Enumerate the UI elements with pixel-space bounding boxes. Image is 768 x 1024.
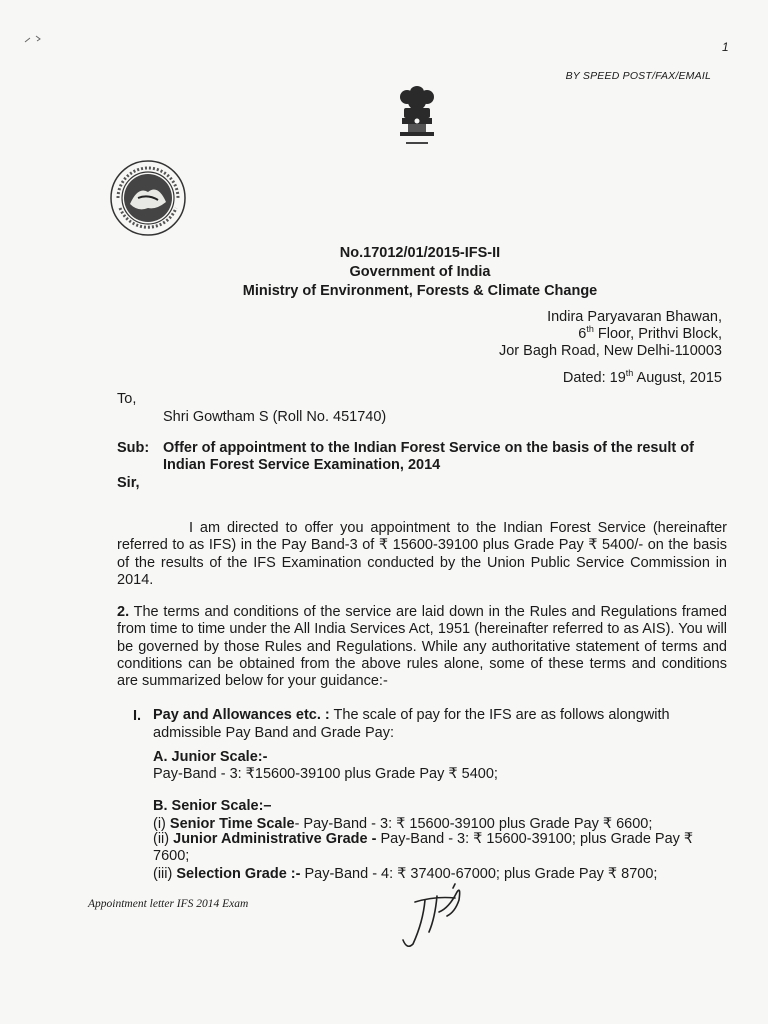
junior-administrative-grade: (ii) Junior Administrative Grade - Pay-Band - 3: ₹ 15600-39100; plus Grade Pay ₹ 7600;: [153, 831, 694, 864]
signature-icon: [395, 882, 475, 952]
subject-text: Offer of appointment to the Indian Forest Service on the basis of the result of Indian Forest Service Examination, 2014: [163, 440, 694, 473]
address-line-1: Indira Paryavaran Bhawan,: [547, 309, 722, 325]
reference-number: No.17012/01/2015-IFS-II: [339, 245, 501, 261]
selection-grade: (iii) Selection Grade :- Pay-Band - 4: ₹ 37400-67000; plus Grade Pay ₹ 8700;: [153, 866, 658, 882]
national-emblem-icon: [390, 82, 444, 152]
item-1-number: I.: [133, 708, 142, 724]
office-address: [499, 309, 722, 360]
paragraph-1: I am directed to offer you appointment to the Indian Forest Service (hereinafter referred to as IFS) in the Pay Band-3 of ₹ 15600-39100 plus Grade Pay ₹ 5400/- on the basis of the results of the IFS Examination conducted by the Union Public Service Commission in 2014.: [117, 520, 727, 588]
page-number: 1: [722, 40, 729, 54]
letter-date: Dated: 19th August, 2015: [562, 368, 722, 386]
senior-time-scale: (i) Senior Time Scale- Pay-Band - 3: ₹ 15600-39100 plus Grade Pay ₹ 6600;: [153, 816, 653, 832]
addressee: Shri Gowtham S (Roll No. 451740): [163, 409, 387, 425]
junior-scale-heading: A. Junior Scale:-: [153, 749, 268, 765]
government-name: Government of India: [349, 264, 491, 280]
salutation: Sir,: [117, 475, 140, 491]
paragraph-2: [117, 604, 727, 690]
stray-mark: [22, 32, 48, 46]
ministry-name: Ministry of Environment, Forests & Climate Change: [242, 283, 598, 299]
to-label: To,: [117, 391, 137, 407]
senior-scale-heading: B. Senior Scale:–: [153, 798, 272, 814]
paragraph-2-number: 2.: [117, 604, 130, 620]
subject-label: Sub:: [117, 440, 150, 456]
letter-header: [0, 244, 768, 301]
address-line-3: Jor Bagh Road, New Delhi-110003: [498, 343, 722, 359]
address-line-2: 6th Floor, Prithvi Block,: [578, 324, 722, 342]
ministry-seal-icon: [108, 158, 188, 238]
footer-note: Appointment letter IFS 2014 Exam: [88, 898, 249, 910]
junior-scale-pay: Pay-Band - 3: ₹15600-39100 plus Grade Pay ₹ 5400;: [153, 766, 498, 782]
item-1-pay-allowances: Pay and Allowances etc. : The scale of pay for the IFS are as follows alongwith admissible Pay Band and Grade Pay:: [153, 707, 670, 741]
paragraph-2-text: The terms and conditions of the service are laid down in the Rules and Regulations framed from time to time under the All India Services Act, 1951 (hereinafter referred to as AIS). You will be governed by those Rules and Regulations. While any authoritative statement of terms and conditions can be obtained from the above rules alone, some of these terms and conditions are summarized below for your guidance:-: [117, 604, 727, 690]
dispatch-mode: BY SPEED POST/FAX/EMAIL: [565, 70, 711, 82]
